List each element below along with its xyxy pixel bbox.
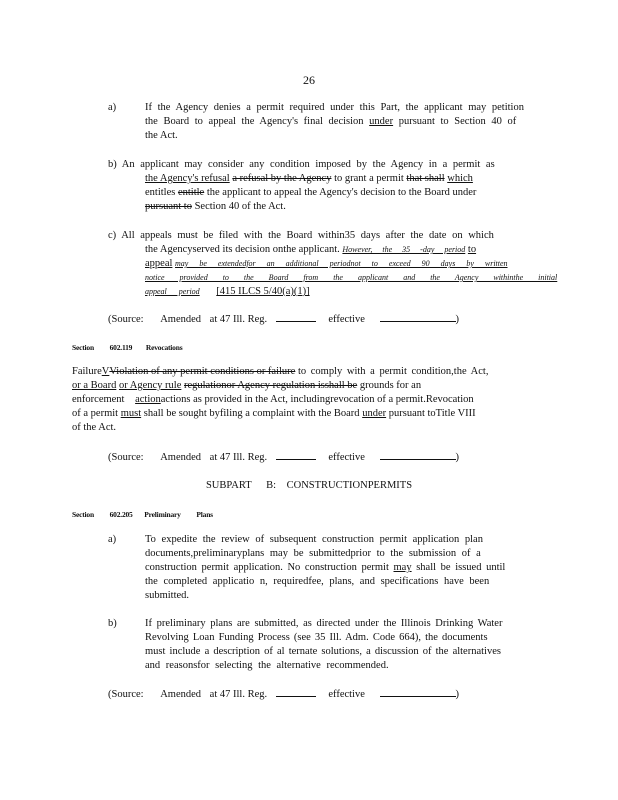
source-label: (Source: (108, 314, 144, 325)
section-number: 602.205 (109, 510, 133, 519)
item-b-line4 (145, 200, 286, 214)
rev-l2-strike: regulationor Agency regulation is (183, 380, 325, 391)
rev-l1-start: Failure (72, 366, 102, 377)
item-b-strike2: that shall (406, 173, 445, 184)
source-close: ) (455, 689, 460, 700)
prelim-b-line4: and reasonsfor selecting the alternative recommended. (145, 660, 389, 671)
rev-l2-text: grounds for an (359, 380, 422, 391)
prelim-a-line1: To expedite the review of subsequent construction permit application plan (145, 534, 483, 545)
rev-l1-insert: V (101, 366, 110, 377)
revocations-line2 (72, 379, 421, 393)
prelim-b-line3: must include a description of al ternate solutions, a discussion of the alternatives (145, 646, 501, 657)
item-c-citation: [415 ILCS 5/40(a)(1)] (216, 286, 310, 297)
item-b-l4-strike: pursuant to (145, 201, 192, 212)
prelim-a-line3 (145, 561, 505, 575)
source-reg-blank (276, 686, 316, 697)
source-date-blank (380, 311, 456, 322)
rev-l2-strike2: shall be (324, 380, 358, 391)
subpart-label: SUBPART (205, 480, 252, 491)
item-a-underlined: under (369, 116, 394, 127)
item-c-l2-end: to (467, 244, 477, 255)
item-b-strike: a refusal by the Agency (232, 173, 332, 184)
item-a-after: pursuant to Section 40 of (398, 116, 517, 127)
source-reg-blank (276, 449, 316, 460)
item-c-line1: c) All appeals must be filed with the Board within35 days after the date on which (108, 230, 494, 241)
item-c-line4 (145, 271, 557, 285)
item-c-l2-italic: However, the 35 -day period (342, 245, 466, 254)
source-close: ) (455, 452, 460, 463)
prelim-a-line4: the completed applicatio n, requiredfee, plans, and specifications have been (145, 576, 490, 587)
source-close: ) (455, 314, 460, 325)
rev-l3-text: actions as provided in the Act, includingrevocation of a permit.Revocation (160, 394, 474, 405)
page-number: 26 (303, 73, 315, 87)
item-c-l3-u: appeal (145, 258, 173, 269)
section-label: Section (72, 343, 94, 352)
item-b-line1: b) An applicant may consider any condition imposed by the Agency in a permit as (108, 159, 495, 170)
revocations-line5: of the Act. (72, 422, 117, 433)
rev-l3-insert: action (135, 394, 161, 405)
source-date-blank (380, 686, 456, 697)
item-c-l4-italic: notice provided to the Board from the applicant and the Agency withinthe initial (145, 273, 558, 282)
item-b-l3-a: entitles (145, 187, 176, 198)
revocations-line3 (72, 393, 474, 407)
item-b-text: to grant a permit (334, 173, 404, 184)
item-c-l5-italic: appeal period (145, 287, 200, 296)
source-effective: effective (328, 689, 365, 700)
prelim-a-line5: submitted. (145, 590, 190, 601)
item-c-l2-text: the Agencyserved its decision onthe applicant. (145, 244, 340, 255)
section-title: Preliminary (144, 510, 181, 519)
item-c-line3 (145, 257, 508, 271)
section-label: Section (72, 510, 94, 519)
prelim-a-line2: documents,preliminaryplans may be submittedprior to the submission of a (145, 548, 481, 559)
subpart-title: CONSTRUCTIONPERMITS (286, 480, 413, 491)
prelim-b-marker: b) (108, 618, 117, 629)
source-at: at 47 Ill. Reg. (209, 452, 268, 463)
source-amended: Amended (160, 314, 202, 325)
section-602-119-heading (72, 341, 182, 355)
rev-l4-text: shall be sought byfiling a complaint with the Board (143, 408, 360, 419)
prelim-b-line2: Revolving Loan Funding Process (see 35 Ill. Adm. Code 664), the documents (145, 632, 488, 643)
item-a-marker: a) (108, 102, 117, 113)
rev-l1-strike: Violation of any permit conditions or failure (109, 366, 296, 377)
prelim-a-l3-end: shall be issued until (416, 562, 506, 573)
item-b-l3-strike: entitle (177, 187, 205, 198)
rev-l2-insert: or Agency rule (118, 380, 182, 391)
prelim-b-line1: If preliminary plans are submitted, as directed under the Illinois Drinking Water (145, 618, 503, 629)
source-effective: effective (328, 314, 365, 325)
item-a-line1: If the Agency denies a permit required under this Part, the applicant may petition (145, 102, 524, 113)
prelim-a-marker: a) (108, 534, 117, 545)
source-reg-blank (276, 311, 316, 322)
source-date-blank (380, 449, 456, 460)
item-b-l4-b: Section 40 of the Act. (194, 201, 286, 212)
rev-l4-start: of a permit (72, 408, 119, 419)
source-amended: Amended (160, 452, 202, 463)
item-b-line2 (145, 172, 473, 186)
subpart-letter: B: (266, 480, 276, 491)
section-title2: Plans (196, 510, 213, 519)
item-c-line2 (145, 243, 476, 257)
source-note-2 (108, 449, 459, 465)
rev-l1-text: to comply with a permit condition,the Act, (297, 366, 489, 377)
prelim-a-l3-text: construction permit application. No construction permit (145, 562, 389, 573)
item-a-line3: the Act. (145, 130, 178, 141)
rev-l3-start: enforcement (72, 394, 125, 405)
item-b-insert: the Agency's refusal (145, 173, 230, 184)
revocations-line1 (72, 365, 488, 379)
source-note-1 (108, 311, 459, 327)
rev-l2-start: or a Board (72, 380, 117, 391)
item-b-l3-b: the applicant to appeal the Agency's decision to the Board under (206, 187, 477, 198)
source-amended: Amended (160, 689, 202, 700)
rev-l4-insert: must (120, 408, 142, 419)
source-label: (Source: (108, 689, 144, 700)
rev-l4-end: pursuant toTitle VIII (388, 408, 476, 419)
section-number: 602.119 (109, 343, 133, 352)
revocations-line4 (72, 407, 476, 421)
prelim-a-l3-insert: may (393, 562, 412, 573)
source-note-3 (108, 686, 459, 702)
source-at: at 47 Ill. Reg. (209, 314, 268, 325)
source-at: at 47 Ill. Reg. (209, 689, 268, 700)
section-title: Revocations (145, 343, 183, 352)
item-c-line5 (145, 285, 310, 299)
rev-l4-insert2: under (362, 408, 387, 419)
item-a-line2 (145, 115, 516, 129)
subpart-heading (0, 479, 618, 493)
item-b-insert2: which (447, 173, 473, 184)
item-a-line2-text: the Board to appeal the Agency's final decision (145, 116, 364, 127)
source-effective: effective (328, 452, 365, 463)
item-c-l3-italic: may be extendedfor an additional periodnot to exceed 90 days by written (175, 259, 508, 268)
item-b-line3 (145, 186, 476, 200)
section-602-205-heading (72, 508, 213, 522)
source-label: (Source: (108, 452, 144, 463)
